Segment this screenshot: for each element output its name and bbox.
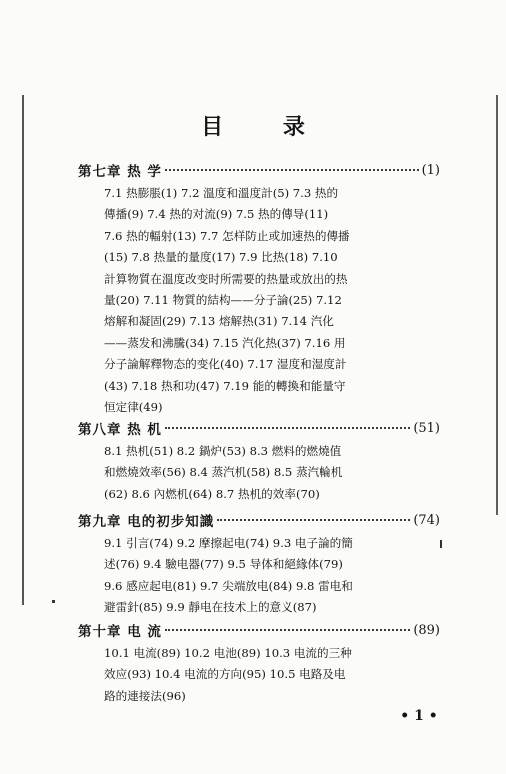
chapter-heading	[78, 160, 440, 180]
entry-line: 效应(93) 10.4 电流的方向(95) 10.5 电路及电	[104, 667, 346, 682]
chapter-page-number: (89)	[413, 622, 440, 638]
entry-line: 分子論解釋物态的变化(40) 7.17 湿度和湿度計	[104, 357, 347, 372]
entry-line: (15) 7.8 热量的量度(17) 7.9 比热(18) 7.10	[104, 250, 338, 265]
chapter-entries	[104, 643, 444, 707]
entry-line: 計算物質在溫度改变时所需要的热量或放出的热	[104, 271, 348, 286]
chapter-page-number: (51)	[413, 420, 440, 436]
chapter-heading	[78, 510, 440, 530]
leader-dots	[165, 427, 410, 429]
page-title: 目 录	[201, 115, 331, 140]
entry-line: 恒定律(49)	[104, 400, 163, 415]
chapter-heading	[78, 620, 440, 640]
entry-line: 量(20) 7.11 物質的結构——分子論(25) 7.12	[104, 293, 342, 308]
entry-line: 10.1 电流(89) 10.2 电池(89) 10.3 电流的三种	[104, 646, 352, 660]
chapter-entries	[104, 183, 444, 418]
page-edge-right	[496, 95, 498, 515]
entry-line: 和燃燒效率(56) 8.4 蒸汽机(58) 8.5 蒸汽輪机	[104, 465, 343, 480]
leader-dots	[217, 519, 410, 521]
entry-line: ——蒸发和沸騰(34) 7.15 汽化热(37) 7.16 用	[104, 335, 346, 350]
entry-line: 熔解和凝固(29) 7.13 熔解热(31) 7.14 汽化	[104, 314, 334, 329]
chapter-page-number: (74)	[413, 512, 440, 528]
entry-line: 避雷針(85) 9.9 靜电在技术上的意义(87)	[104, 600, 317, 615]
leader-dots	[165, 629, 410, 631]
chapter-title: 第十章 电 流	[78, 624, 162, 640]
entry-line: (43) 7.18 热和功(47) 7.19 能的轉換和能量守	[104, 378, 346, 393]
page-edge-left	[22, 95, 24, 605]
entry-line: 述(76) 9.4 驗电器(77) 9.5 导体和絕緣体(79)	[104, 557, 343, 572]
chapter-title: 第九章 电的初步知識	[78, 514, 215, 530]
entry-line: 7.6 热的輻射(13) 7.7 怎样防止或加速热的傳播	[104, 228, 350, 243]
leader-dots	[165, 169, 419, 171]
chapter-entries	[104, 441, 444, 505]
entry-line: 傳播(9) 7.4 热的对流(9) 7.5 热的傳导(11)	[104, 207, 329, 222]
entry-line: 7.1 热膨脹(1) 7.2 溫度和溫度計(5) 7.3 热的	[104, 186, 339, 200]
entry-line: (62) 8.6 內燃机(64) 8.7 热机的效率(70)	[104, 486, 320, 501]
chapter-entries	[104, 533, 444, 619]
speck	[52, 600, 55, 603]
entry-line: 9.1 引言(74) 9.2 摩擦起电(74) 9.3 电子論的簡	[104, 536, 353, 550]
entry-line: 路的連接法(96)	[104, 688, 186, 703]
page-number: • 1 •	[400, 708, 438, 724]
chapter-heading	[78, 418, 440, 438]
chapter-title: 第八章 热 机	[78, 422, 162, 438]
entry-line: 8.1 热机(51) 8.2 鍋炉(53) 8.3 燃料的燃燒值	[104, 444, 342, 458]
chapter-page-number: (1)	[421, 162, 440, 178]
chapter-title: 第七章 热 学	[78, 164, 162, 180]
entry-line: 9.6 感应起电(81) 9.7 尖端放电(84) 9.8 雷电和	[104, 578, 353, 593]
